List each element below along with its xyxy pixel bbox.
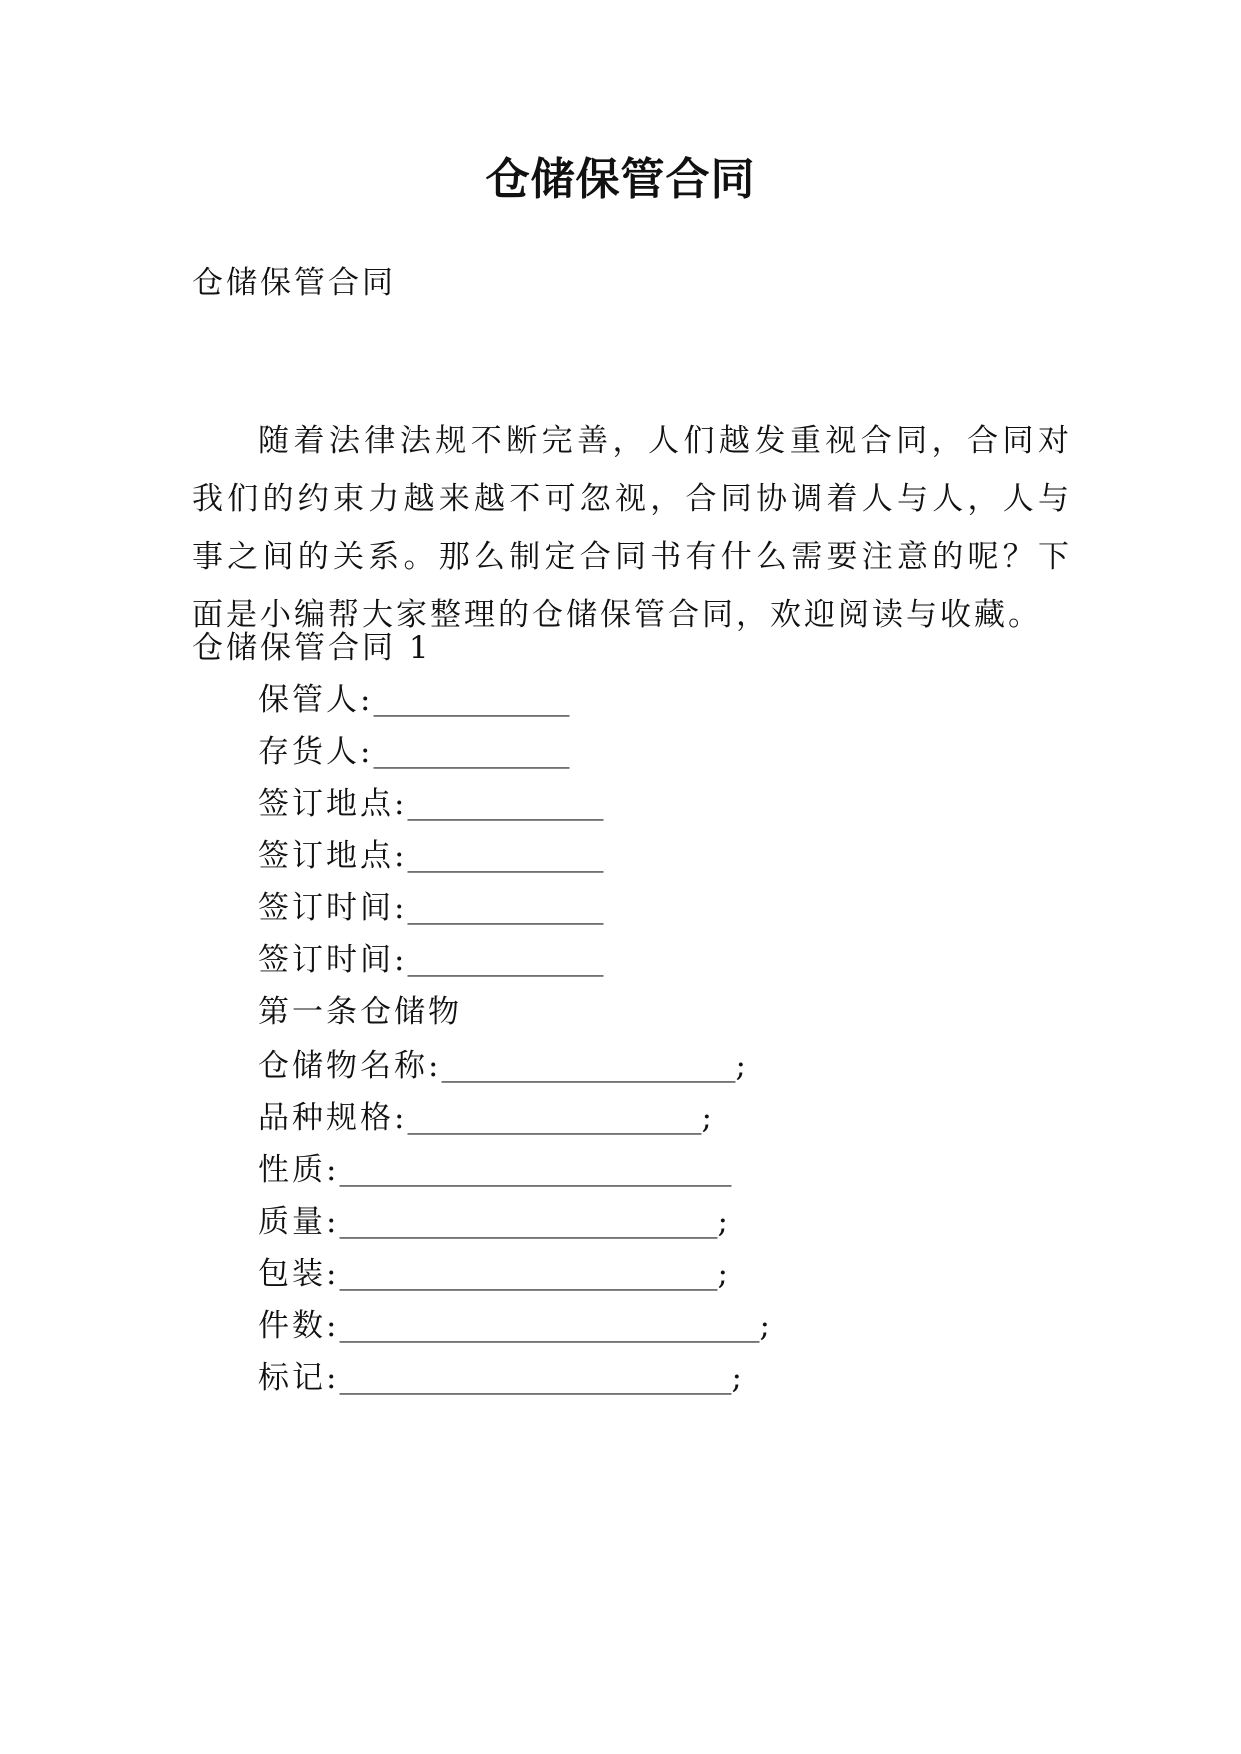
section-heading: 仓储保管合同 1 <box>192 630 432 666</box>
fill-in-blank: _____________________ <box>441 1050 736 1083</box>
fill-in-blank: ______________ <box>407 840 604 873</box>
field-signing-time <box>258 940 603 981</box>
document-subtitle: 仓储保管合同 <box>192 265 396 301</box>
field-label: 签订地点: <box>258 838 408 874</box>
fill-in-blank: ___________________________ <box>339 1258 718 1291</box>
field-goods-name <box>258 1046 749 1087</box>
field-label: 签订地点: <box>258 786 408 822</box>
field-quality <box>258 1202 731 1243</box>
fill-in-blank: ______________ <box>407 788 604 821</box>
field-label: 性质: <box>258 1152 340 1188</box>
field-packaging <box>258 1254 731 1295</box>
field-suffix: ; <box>735 1048 749 1084</box>
field-suffix: ; <box>717 1204 731 1240</box>
field-label: 仓储物名称: <box>258 1048 442 1084</box>
field-signing-place <box>258 784 603 825</box>
fill-in-blank: ______________ <box>407 892 604 925</box>
field-depositor <box>258 732 569 773</box>
document-title: 仓储保管合同 <box>485 154 756 205</box>
fill-in-blank: ____________________________ <box>339 1362 732 1395</box>
field-label: 标记: <box>258 1360 340 1396</box>
field-signing-time <box>258 888 603 929</box>
field-signing-place <box>258 836 603 877</box>
field-suffix: ; <box>717 1256 731 1292</box>
field-suffix: ; <box>701 1100 715 1136</box>
field-label: 存货人: <box>258 734 374 770</box>
field-suffix: ; <box>759 1308 773 1344</box>
field-piece-count <box>258 1306 773 1347</box>
fill-in-blank: ____________________________ <box>339 1154 732 1187</box>
field-label: 品种规格: <box>258 1100 408 1136</box>
fill-in-blank: ______________________________ <box>339 1310 760 1343</box>
intro-paragraph: 随着法律法规不断完善，人们越发重视合同，合同对我们的约束力越来越不可忽视，合同协调着人与人，人与事之间的关系。那么制定合同书有什么需要注意的呢？下面是小编帮大家整理的仓储保管合同，欢迎阅读与收藏。 <box>192 423 1072 633</box>
field-label: 保管人: <box>258 682 374 718</box>
fill-in-blank: ______________ <box>373 736 570 769</box>
field-suffix: ; <box>731 1360 745 1396</box>
field-marking <box>258 1358 745 1399</box>
fill-in-blank: ______________ <box>407 944 604 977</box>
article-heading: 第一条仓储物 <box>258 994 462 1030</box>
field-label: 包装: <box>258 1256 340 1292</box>
field-label: 件数: <box>258 1308 340 1344</box>
fill-in-blank: ______________ <box>373 684 570 717</box>
fill-in-blank: _____________________ <box>407 1102 702 1135</box>
field-label: 签订时间: <box>258 890 408 926</box>
field-label: 签订时间: <box>258 942 408 978</box>
fill-in-blank: ___________________________ <box>339 1206 718 1239</box>
field-nature <box>258 1150 731 1191</box>
field-label: 质量: <box>258 1204 340 1240</box>
field-variety-spec <box>258 1098 715 1139</box>
field-keeper <box>258 680 569 721</box>
